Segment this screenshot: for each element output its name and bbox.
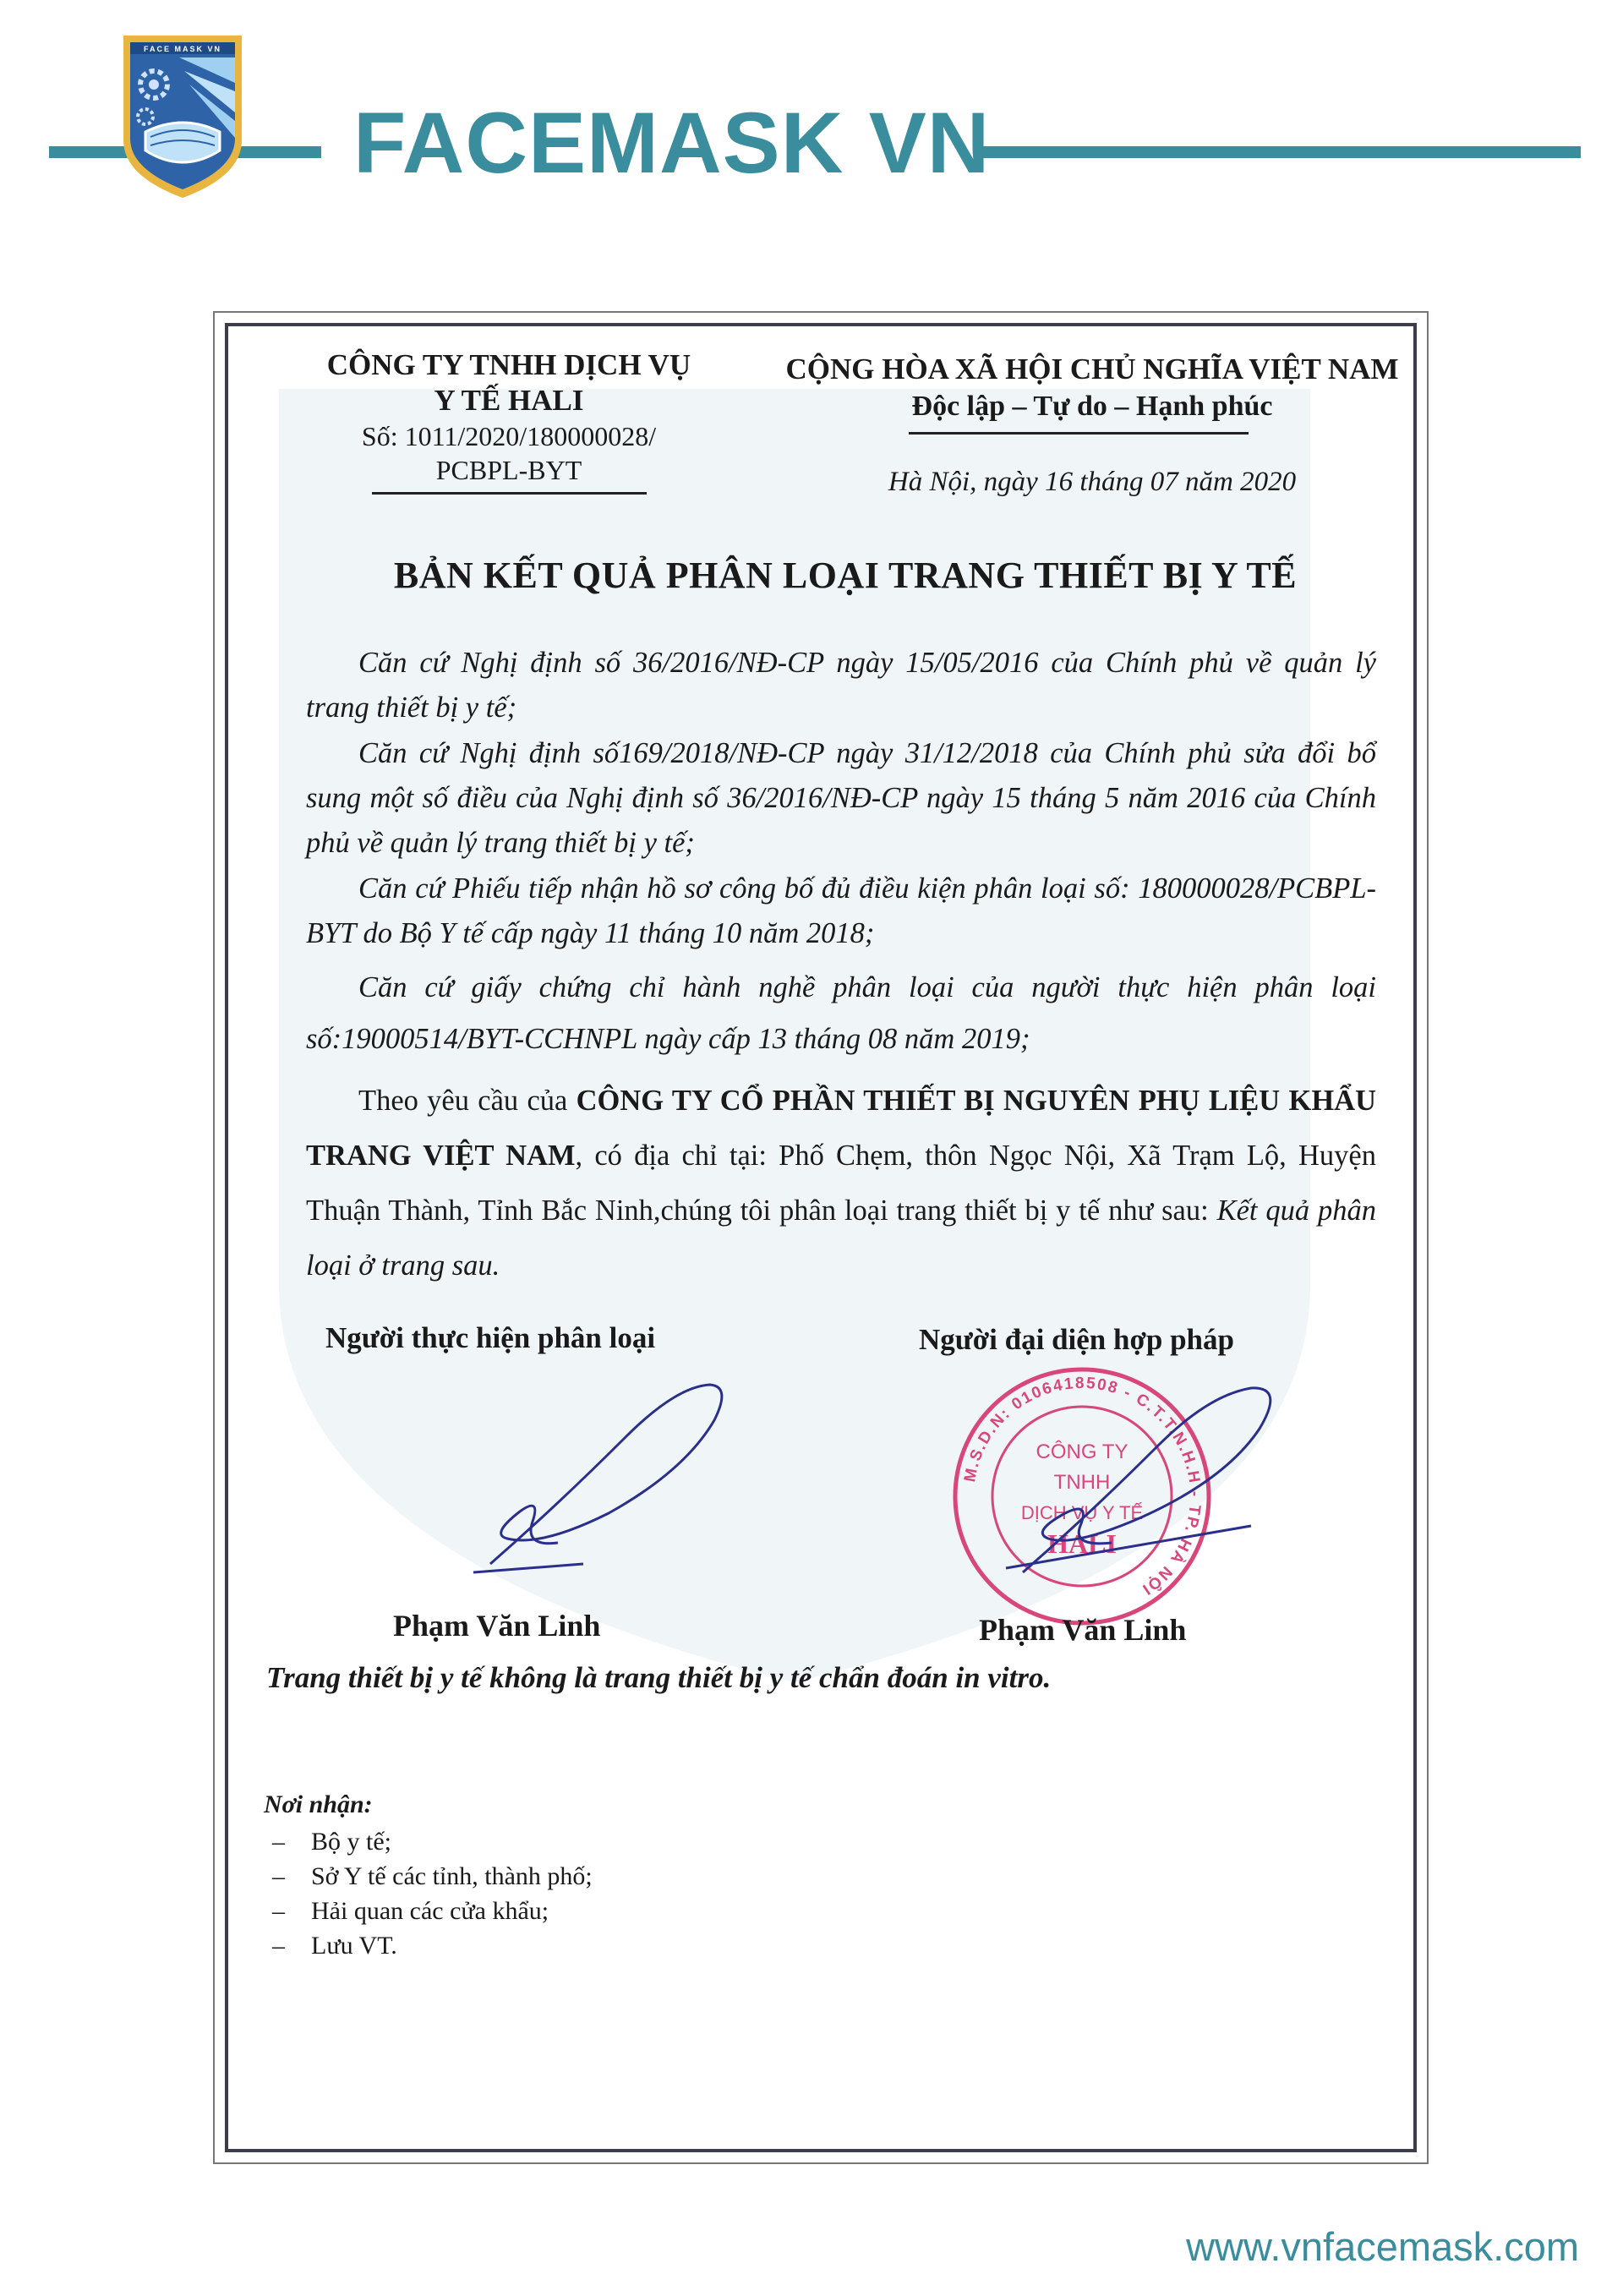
document-number-line1: Số: 1011/2020/180000028/: [361, 421, 657, 451]
national-title: CỘNG HÒA XÃ HỘI CHỦ NGHĨA VIỆT NAM: [785, 353, 1399, 385]
shield-mask-logo-icon: [120, 32, 245, 201]
list-item: – Lưu VT.: [264, 1928, 593, 1963]
national-motto: Độc lập – Tự do – Hạnh phúc: [911, 391, 1273, 422]
request-paragraph: [306, 1074, 1376, 1293]
company-name-line1: CÔNG TY TNHH DỊCH VỤ: [326, 348, 691, 381]
stamp-line-1: CÔNG TY: [1036, 1440, 1128, 1463]
request-prefix: Theo yêu cầu của: [358, 1085, 577, 1117]
logo-text: FACE MASK VN: [143, 45, 222, 53]
brand-line-right: [981, 146, 1581, 158]
document-number-line2: PCBPL-BYT: [435, 455, 582, 485]
list-item: – Bộ y tế;: [264, 1824, 593, 1859]
basis-paragraph-2: Căn cứ Nghị định số169/2018/NĐ-CP ngày 31/12/2018 của Chính phủ sửa đổi bổ sung một số điều của Nghị định số 36/2016/NĐ-CP ngày 15 tháng 5 năm 2016 của Chính phủ về quản lý trang thiết bị y tế;: [306, 737, 1376, 859]
request-company: CÔNG TY CỔ PHẦN THIẾT BỊ NGUYÊN PHỤ LIỆU KHẨU TRANG VIỆT NAM: [306, 1085, 1376, 1172]
recipients-title: Nơi nhận:: [264, 1790, 373, 1818]
right-header-rule: [909, 432, 1249, 435]
request-result: Kết quả phân loại ở trang sau.: [306, 1194, 1376, 1282]
basis-paragraph-3: Căn cứ Phiếu tiếp nhận hồ sơ công bố đủ điều kiện phân loại số: 180000028/PCBPL-BYT do Bộ Y tế cấp ngày 11 tháng 10 năm 2018;: [306, 872, 1376, 949]
list-item: – Hải quan các cửa khẩu;: [264, 1894, 593, 1928]
stamp-ring-text: M.S.D.N: 0106418508 - C.T.T.N.H.H - TP. HÀ NỘI: [961, 1374, 1205, 1599]
recipients-list: [264, 1824, 593, 1963]
basis-paragraph-4: Căn cứ giấy chứng chỉ hành nghề phân loại của người thực hiện phân loại số:19000514/BYT-CCHNPL ngày cấp 13 tháng 08 năm 2019;: [306, 971, 1376, 1055]
classifier-signature-icon: [456, 1369, 735, 1589]
footer-website-link[interactable]: www.vnfacemask.com: [1186, 2224, 1579, 2269]
classifier-label: Người thực hiện phân loại: [325, 1321, 656, 1354]
representative-signature-icon: [972, 1369, 1310, 1589]
brand-name: FACEMASK VN: [353, 95, 991, 191]
document-date: Hà Nội, ngày 16 tháng 07 năm 2020: [888, 467, 1297, 497]
legal-representative-label: Người đại diện hợp pháp: [919, 1323, 1234, 1356]
list-item: – Sở Y tế các tỉnh, thành phố;: [264, 1859, 593, 1894]
stamp-line-3: DỊCH VỤ Y TẾ: [1020, 1502, 1144, 1523]
stamp-line-4: HALI: [1047, 1528, 1117, 1559]
left-header-rule: [372, 492, 647, 495]
classifier-name: Phạm Văn Linh: [393, 1609, 601, 1643]
basis-paragraph-1: Căn cứ Nghị định số 36/2016/NĐ-CP ngày 15/05/2016 của Chính phủ về quản lý trang thiết bị y tế;: [306, 647, 1376, 724]
request-address: , có địa chỉ tại: Phố Chẹm, thôn Ngọc Nội, Xã Trạm Lộ, Huyện Thuận Thành, Tỉnh Bắc Ninh,chúng tôi phân loại trang thiết bị y tế như sau:: [306, 1140, 1376, 1227]
representative-name: Phạm Văn Linh: [979, 1613, 1187, 1647]
device-note: Trang thiết bị y tế không là trang thiết bị y tế chẩn đoán in vitro.: [266, 1661, 1052, 1694]
document-title: BẢN KẾT QUẢ PHÂN LOẠI TRANG THIẾT BỊ Y TẾ: [393, 555, 1298, 596]
stamp-line-2: TNHH: [1053, 1471, 1111, 1494]
company-name-line2: Y TẾ HALI: [434, 384, 584, 417]
